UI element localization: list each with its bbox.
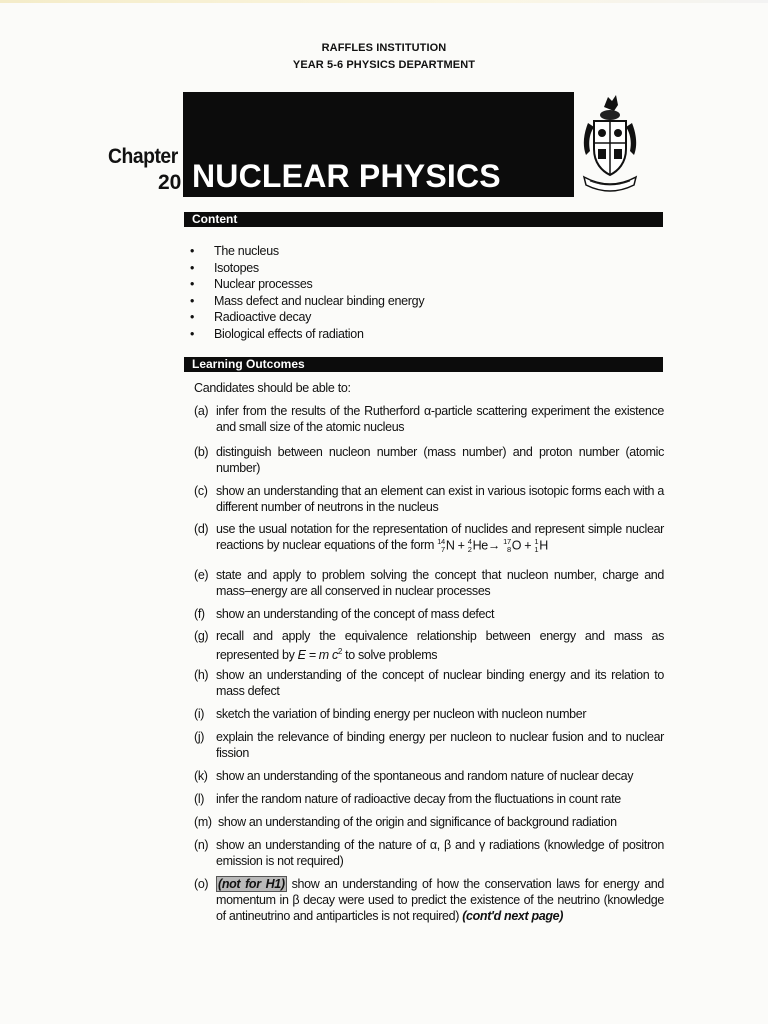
- nuclide-symbol: He: [472, 538, 488, 552]
- outcome-label: (n): [194, 838, 209, 852]
- list-item: • Nuclear processes: [190, 276, 424, 293]
- outcome-text: [216, 876, 664, 924]
- list-item: • Isotopes: [190, 260, 424, 277]
- outcome-label: (j): [194, 730, 205, 744]
- outcome-label: (k): [194, 769, 208, 783]
- outcome-text: [216, 521, 664, 554]
- list-item: • Biological effects of radiation: [190, 326, 424, 343]
- outcome-text: distinguish between nucleon number (mass number) and proton number (atomic number): [216, 445, 664, 475]
- outcome-item: [194, 628, 664, 663]
- outcome-label: (b): [194, 445, 209, 459]
- outcome-text: show an understanding that an element can exist in various isotopic forms each with a different number of neutrons in the nucleus: [216, 484, 664, 514]
- outcome-item: [194, 483, 664, 515]
- outcome-item: [194, 876, 664, 924]
- outcome-label: (f): [194, 607, 205, 621]
- mass-number: 17: [503, 536, 511, 546]
- outcome-label: (i): [194, 707, 205, 721]
- proton-number: 2: [467, 544, 472, 554]
- school-crest-icon: [574, 93, 646, 197]
- reaction-arrow: →: [487, 538, 501, 552]
- outcome-text-body: show an understanding of how the conservation laws for energy and momentum in β decay were used to predict the existence of the neutrino (knowledge of antineutrino and antiparticles is not required): [216, 877, 664, 923]
- outcome-text: show an understanding of the origin and significance of background radiation: [218, 815, 617, 829]
- not-for-h1-tag: (not for H1): [218, 877, 285, 891]
- outcome-text: show an understanding of the spontaneous and random nature of nuclear decay: [216, 769, 634, 783]
- outcome-label: (l): [194, 792, 205, 806]
- outcome-item: [194, 444, 664, 476]
- plus-sign: +: [524, 538, 532, 552]
- outcome-item: [194, 567, 664, 599]
- chapter-number: 20: [158, 171, 182, 194]
- outcome-item: [194, 791, 664, 807]
- outcome-text: sketch the variation of binding energy per nucleon with nucleon number: [216, 707, 587, 721]
- page-header: [0, 40, 768, 74]
- outcomes-intro: Candidates should be able to:: [194, 381, 351, 395]
- outcome-label: (h): [194, 668, 209, 682]
- outcome-text: state and apply to problem solving the concept that nucleon number, charge and mass–energy are all conserved in nuclear processes: [216, 568, 664, 598]
- list-item: • Radioactive decay: [190, 309, 424, 326]
- content-heading-bar: [184, 212, 663, 227]
- proton-number: 8: [506, 544, 511, 554]
- formula-exponent: 2: [337, 647, 343, 656]
- nuclear-equation: [437, 538, 548, 554]
- nuclide-symbol: O: [511, 538, 522, 552]
- outcomes-heading-bar: [184, 357, 663, 372]
- mass-energy-formula: E = m c: [297, 648, 338, 663]
- mass-number: 4: [467, 536, 472, 546]
- outcome-label: (o): [194, 877, 209, 891]
- outcome-label: (a): [194, 404, 209, 418]
- outcome-label: (d): [194, 522, 209, 536]
- list-item: • The nucleus: [190, 243, 424, 260]
- outcome-text: infer the random nature of radioactive decay from the fluctuations in count rate: [216, 792, 621, 806]
- outcome-label: (m): [194, 815, 212, 829]
- content-heading: Content: [192, 212, 238, 226]
- continued-note: (cont'd next page): [462, 909, 564, 923]
- outcome-item: [194, 403, 664, 435]
- outcome-text: show an understanding of the nature of α, β and γ radiations (knowledge of positron emission is not required): [216, 838, 664, 868]
- page-edge: [0, 0, 768, 3]
- outcome-label: (g): [194, 629, 209, 643]
- nuclide-symbol: N: [445, 538, 455, 552]
- list-item: • Mass defect and nuclear binding energy: [190, 293, 424, 310]
- nuclide-symbol: H: [539, 538, 548, 552]
- chapter-title: NUCLEAR PHYSICS: [192, 158, 501, 194]
- outcome-text: explain the relevance of binding energy per nucleon to nuclear fusion and to nuclear fission: [216, 730, 664, 760]
- institution-name: RAFFLES INSTITUTION: [321, 42, 447, 54]
- chapter-label: Chapter: [108, 145, 178, 168]
- outcome-text: show an understanding of the concept of mass defect: [216, 607, 495, 621]
- outcome-item: [194, 814, 664, 830]
- proton-number: 7: [441, 544, 445, 554]
- outcome-text: show an understanding of the concept of nuclear binding energy and its relation to mass defect: [216, 668, 664, 698]
- proton-number: 1: [534, 544, 539, 554]
- outcome-item: [194, 521, 664, 554]
- outcome-label: (c): [194, 484, 208, 498]
- outcome-text: [216, 628, 664, 663]
- outcome-label: (e): [194, 568, 209, 582]
- mass-number: 1: [534, 536, 539, 546]
- plus-sign: +: [457, 538, 465, 552]
- department-name: YEAR 5-6 PHYSICS DEPARTMENT: [292, 59, 476, 71]
- outcome-text-body: use the usual notation for the representation of nuclides and represent simple nuclear reactions by nuclear equations of the form: [216, 522, 664, 552]
- outcome-text-tail: to solve problems: [345, 648, 438, 663]
- outcome-item: [194, 667, 664, 699]
- mass-number: 14: [437, 536, 445, 546]
- outcome-item: [194, 768, 664, 784]
- outcome-item: [194, 729, 664, 761]
- outcome-text: infer from the results of the Rutherford α-particle scattering experiment the existence and small size of the atomic nucleus: [216, 404, 664, 434]
- outcome-item: [194, 706, 664, 722]
- outcome-item: [194, 606, 664, 622]
- outcome-item: [194, 837, 664, 869]
- content-list: [190, 243, 424, 342]
- outcome-text-body: recall and apply the equivalence relationship between energy and mass as represented by: [216, 629, 664, 663]
- outcomes-heading: Learning Outcomes: [192, 357, 305, 371]
